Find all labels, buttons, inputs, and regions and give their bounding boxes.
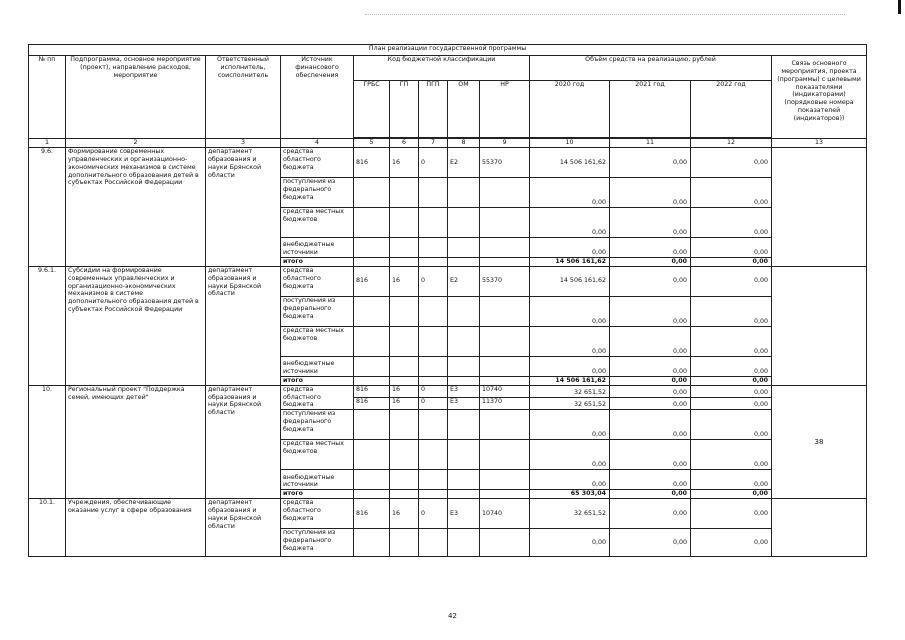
total-2022: 0,00 — [691, 376, 772, 385]
value-2020: 14 506 161,62 — [530, 266, 610, 296]
value-2021: 0,00 — [610, 266, 691, 296]
table-title: План реализации государственной программы — [29, 45, 867, 56]
colnum: 10 — [530, 139, 610, 148]
value-2021: 0,00 — [610, 296, 691, 326]
value-2022: 0,00 — [691, 470, 772, 490]
row-executor: департамент образования и науки Брянской области — [206, 499, 281, 557]
value-2020: 0,00 — [530, 470, 610, 490]
value-2022: 0,00 — [691, 238, 772, 258]
total-2021: 0,00 — [610, 490, 691, 499]
code-om: Е2 — [448, 148, 480, 178]
total-2021: 0,00 — [610, 258, 691, 267]
value-2020: 0,00 — [530, 178, 610, 208]
header-om: ОМ — [448, 81, 480, 138]
colnum: 1 — [29, 139, 66, 148]
value-2020: 0,00 — [530, 440, 610, 470]
code-gp: 16 — [390, 385, 419, 397]
value-2020: 14 506 161,62 — [530, 148, 610, 178]
source-local: средства местных бюджетов — [281, 440, 354, 470]
value-2022: 0,00 — [691, 499, 772, 529]
link-cell — [772, 148, 867, 267]
value-2020: 0,00 — [530, 529, 610, 557]
value-2022: 0,00 — [691, 148, 772, 178]
header-grbs: ГРБС — [354, 81, 390, 138]
value-2021: 0,00 — [610, 410, 691, 440]
header-no: № пп — [29, 56, 66, 139]
header-2021: 2021 год — [610, 81, 691, 138]
source-extra: внебюджетные источники — [281, 238, 354, 258]
colnum: 7 — [419, 139, 448, 148]
value-2022: 0,00 — [691, 208, 772, 238]
header-subprogram: Подпрограмма, основное мероприятие (проект), направление расходов, мероприятие — [66, 56, 206, 139]
code-om: Е3 — [448, 499, 480, 529]
value-2021: 0,00 — [610, 385, 691, 397]
value-2021: 0,00 — [610, 238, 691, 258]
colnum: 3 — [206, 139, 281, 148]
colnum: 12 — [691, 139, 772, 148]
scan-edge-mark — [898, 0, 901, 14]
row-name: Учреждения, обеспечивающие оказание услуг в сфере образования — [66, 499, 206, 557]
header-link: Связь основного мероприятия, проекта (программы) с целевыми показателями (индикаторами) (порядковые номера показателей (индикаторов)) — [772, 56, 867, 139]
source-total: итого — [281, 376, 354, 385]
colnum: 11 — [610, 139, 691, 148]
total-2022: 0,00 — [691, 258, 772, 267]
source-federal: поступления из федерального бюджета — [281, 178, 354, 208]
code-np: 10740 — [480, 499, 530, 529]
row-executor: департамент образования и науки Брянской области — [206, 266, 281, 385]
value-2022: 0,00 — [691, 178, 772, 208]
source-local: средства местных бюджетов — [281, 208, 354, 238]
value-2022: 0,00 — [691, 385, 772, 397]
source-federal: поступления из федерального бюджета — [281, 529, 354, 557]
code-grbs: 816 — [354, 266, 390, 296]
row-executor: департамент образования и науки Брянской области — [206, 148, 281, 267]
code-gp: 16 — [390, 499, 419, 529]
source-regional: средства областного бюджета — [281, 148, 354, 178]
value-2020: 0,00 — [530, 410, 610, 440]
value-2021: 0,00 — [610, 470, 691, 490]
value-2022: 0,00 — [691, 326, 772, 356]
code-pgp: 0 — [419, 398, 448, 410]
value-2021: 0,00 — [610, 529, 691, 557]
value-2021: 0,00 — [610, 148, 691, 178]
value-2021: 0,00 — [610, 178, 691, 208]
value-2020: 32 651,52 — [530, 398, 610, 410]
link-cell — [772, 266, 867, 385]
colnum: 6 — [390, 139, 419, 148]
value-2020: 0,00 — [530, 296, 610, 326]
header-executor: Ответственный исполнитель, соисполнитель — [206, 56, 281, 139]
value-2022: 0,00 — [691, 529, 772, 557]
row-number: 9.6. — [29, 148, 66, 267]
header-2020: 2020 год — [530, 81, 610, 138]
code-pgp: 0 — [419, 266, 448, 296]
value-2022: 0,00 — [691, 440, 772, 470]
value-2022: 0,00 — [691, 356, 772, 376]
value-2020: 0,00 — [530, 208, 610, 238]
code-gp: 16 — [390, 398, 419, 410]
source-regional: средства областного бюджета — [281, 385, 354, 410]
source-federal: поступления из федерального бюджета — [281, 410, 354, 440]
code-grbs: 816 — [354, 398, 390, 410]
link-indicator: 38 — [772, 385, 867, 498]
value-2022: 0,00 — [691, 296, 772, 326]
value-2021: 0,00 — [610, 208, 691, 238]
source-regional: средства областного бюджета — [281, 266, 354, 296]
source-extra: внебюджетные источники — [281, 356, 354, 376]
value-2021: 0,00 — [610, 398, 691, 410]
row-name: Формирование современных управленческих и организационно-экономических механизмов в системе дополнительного образования детей в субъектах Российской Федерации — [66, 148, 206, 267]
source-local: средства местных бюджетов — [281, 326, 354, 356]
value-2021: 0,00 — [610, 499, 691, 529]
code-np: 55370 — [480, 148, 530, 178]
colnum: 2 — [66, 139, 206, 148]
header-volume: Объём средств на реализацию, рублей — [530, 56, 772, 81]
code-grbs: 816 — [354, 148, 390, 178]
source-federal: поступления из федерального бюджета — [281, 296, 354, 326]
code-grbs: 816 — [354, 385, 390, 397]
code-gp: 16 — [390, 148, 419, 178]
total-2021: 0,00 — [610, 376, 691, 385]
value-2020: 0,00 — [530, 356, 610, 376]
header-np: НР — [480, 81, 530, 138]
program-plan-table — [28, 44, 866, 596]
row-number: 10.1. — [29, 499, 66, 557]
total-2020: 14 506 161,62 — [530, 376, 610, 385]
row-number: 10. — [29, 385, 66, 498]
value-2022: 0,00 — [691, 266, 772, 296]
header-gp: ГП — [390, 81, 419, 138]
header-source: Источник финансового обеспечения — [281, 56, 354, 139]
code-om: Е3 — [448, 398, 480, 410]
code-pgp: 0 — [419, 385, 448, 397]
value-2022: 0,00 — [691, 410, 772, 440]
row-name: Субсидии на формирование современных управленческих и организационно-экономических механизмов в системе дополнительного образования детей в субъектах Российской Федерации — [66, 266, 206, 385]
code-pgp: 0 — [419, 148, 448, 178]
code-np: 10740 — [480, 385, 530, 397]
value-2020: 32 651,52 — [530, 499, 610, 529]
code-np: 55370 — [480, 266, 530, 296]
colnum: 13 — [772, 139, 867, 148]
colnum: 4 — [281, 139, 354, 148]
total-2022: 0,00 — [691, 490, 772, 499]
code-om: Е3 — [448, 385, 480, 397]
value-2020: 0,00 — [530, 326, 610, 356]
header-2022: 2022 год — [691, 81, 772, 138]
header-budget-code: Код бюджетной классификации — [354, 56, 530, 81]
link-cell — [772, 499, 867, 557]
code-om: Е2 — [448, 266, 480, 296]
row-name: Региональный проект "Поддержка семей, имеющих детей" — [66, 385, 206, 498]
colnum: 5 — [354, 139, 390, 148]
scan-noise-line — [365, 14, 845, 16]
code-gp: 16 — [390, 266, 419, 296]
source-extra: внебюджетные источники — [281, 470, 354, 490]
source-total: итого — [281, 490, 354, 499]
value-2021: 0,00 — [610, 440, 691, 470]
colnum: 8 — [448, 139, 480, 148]
header-pgp: ПГП — [419, 81, 448, 138]
total-2020: 14 506 161,62 — [530, 258, 610, 267]
row-number: 9.6.1. — [29, 266, 66, 385]
code-grbs: 816 — [354, 499, 390, 529]
value-2022: 0,00 — [691, 398, 772, 410]
total-2020: 65 303,04 — [530, 490, 610, 499]
code-pgp: 0 — [419, 499, 448, 529]
colnum: 9 — [480, 139, 530, 148]
value-2020: 32 651,52 — [530, 385, 610, 397]
row-executor: департамент образования и науки Брянской области — [206, 385, 281, 498]
source-total: итого — [281, 258, 354, 267]
page-number: 42 — [448, 612, 457, 620]
value-2021: 0,00 — [610, 356, 691, 376]
value-2020: 0,00 — [530, 238, 610, 258]
source-regional: средства областного бюджета — [281, 499, 354, 529]
value-2021: 0,00 — [610, 326, 691, 356]
code-np: 11370 — [480, 398, 530, 410]
